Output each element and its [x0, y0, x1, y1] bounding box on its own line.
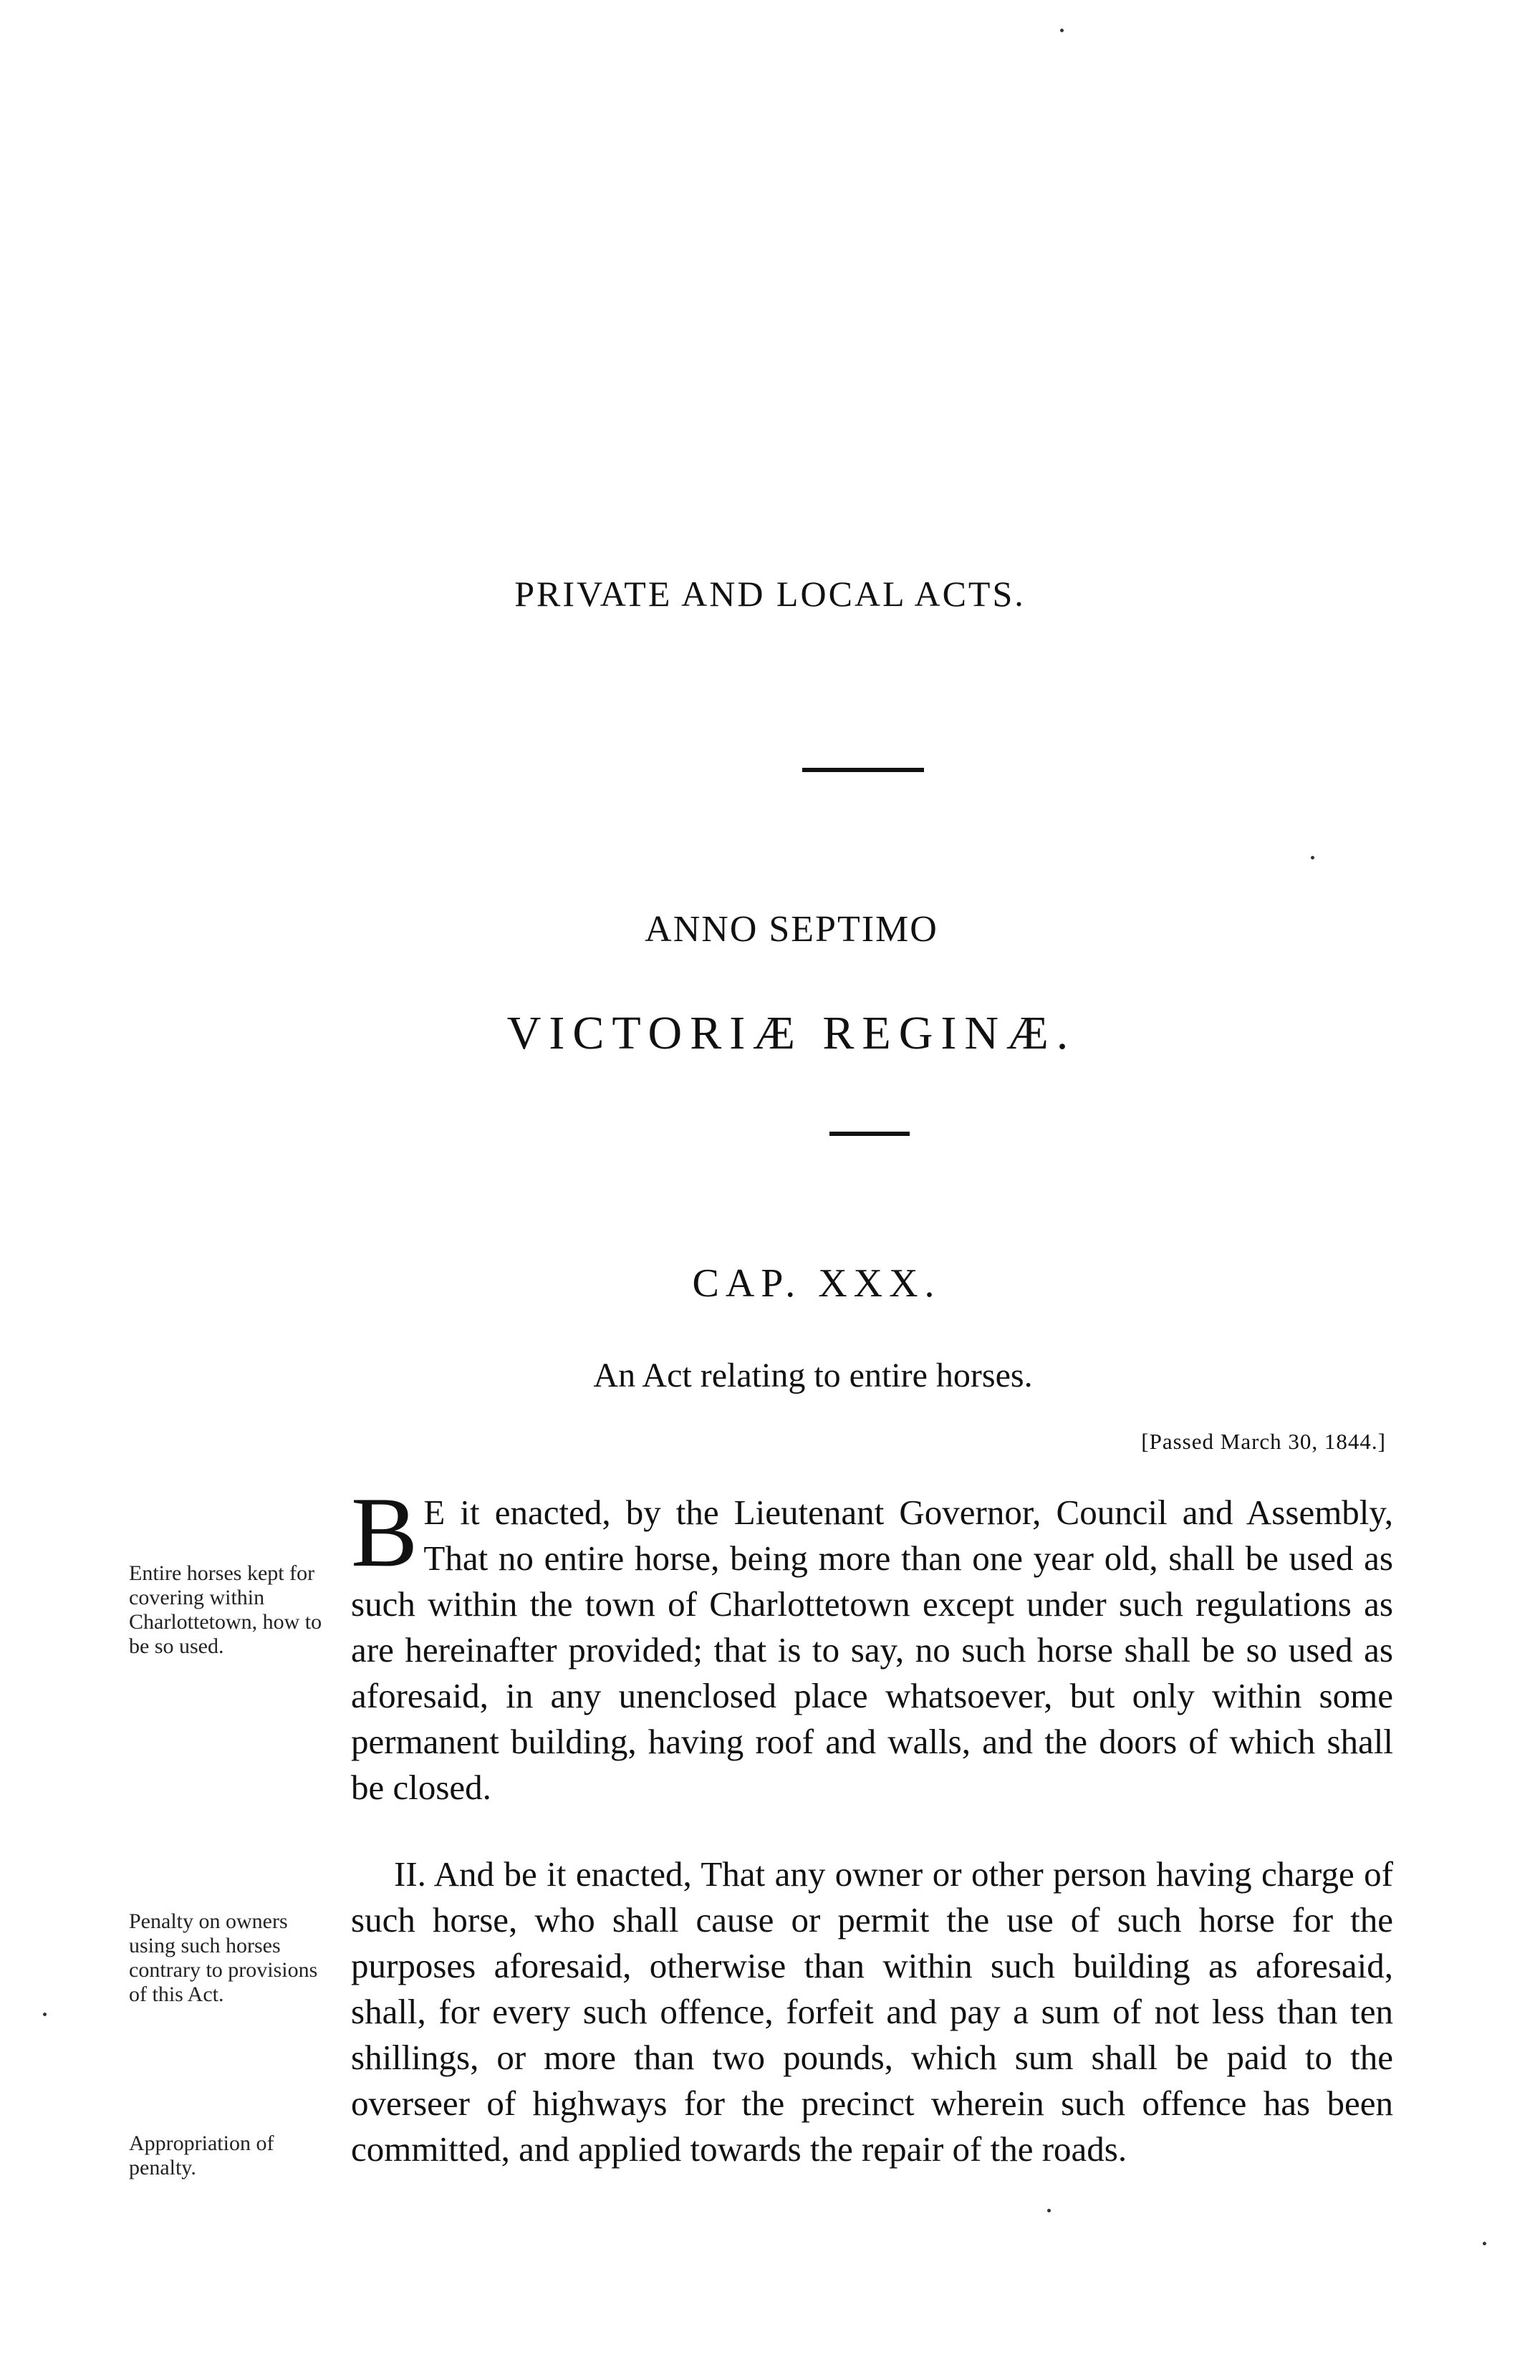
- section-1-paragraph: [351, 1477, 1393, 1811]
- section-2-paragraph: II. And be it enacted, That any owner or other person having charge of such horse, who shall cause or permit the use of such horse for the purposes aforesaid, otherwise than within such building as aforesaid, shall, for every such offence, forfeit and pay a sum of not less than ten shillings, or more than two pounds, which sum shall be paid to the overseer of highways for the precinct wherein such offence has been committed, and applied towards the repair of the roads.: [351, 1854, 1393, 2169]
- drop-cap: B: [351, 1477, 418, 1588]
- paper-speck: [1060, 29, 1064, 32]
- passed-date: [Passed March 30, 1844.]: [1141, 1429, 1386, 1454]
- margin-note: Penalty on owners using such horses contrary to provisions of this Act.: [129, 1909, 318, 2006]
- chapter-heading: CAP. XXX.: [692, 1261, 941, 1306]
- paper-speck: [1311, 856, 1314, 859]
- paper-speck: [1047, 2209, 1051, 2212]
- section-1-text: E it enacted, by the Lieutenant Governor, Council and Assembly, That no entire horse, being more than one year old, shall be used as such within the town of Charlottetown except under such regulations as are hereinafter provided; that is to say, no such horse shall be so used as aforesaid, in any unenclosed place whatsoever, but only within some permanent building, having roof and walls, and the doors of which shall be closed.: [351, 1493, 1393, 1807]
- reign-heading: VICTORIÆ REGINÆ.: [506, 1007, 1077, 1059]
- running-head: PRIVATE AND LOCAL ACTS.: [514, 574, 1026, 614]
- margin-note: Appropriation of penalty.: [129, 2131, 274, 2179]
- margin-note: Entire horses kept for covering within Charlottetown, how to be so used.: [129, 1561, 322, 1658]
- divider-rule: [802, 768, 924, 772]
- act-title: An Act relating to entire horses.: [593, 1357, 1033, 1394]
- divider-rule: [829, 1132, 910, 1136]
- anno-heading: ANNO SEPTIMO: [645, 909, 938, 950]
- paper-speck: [1483, 2242, 1486, 2245]
- paper-speck: [43, 2013, 47, 2016]
